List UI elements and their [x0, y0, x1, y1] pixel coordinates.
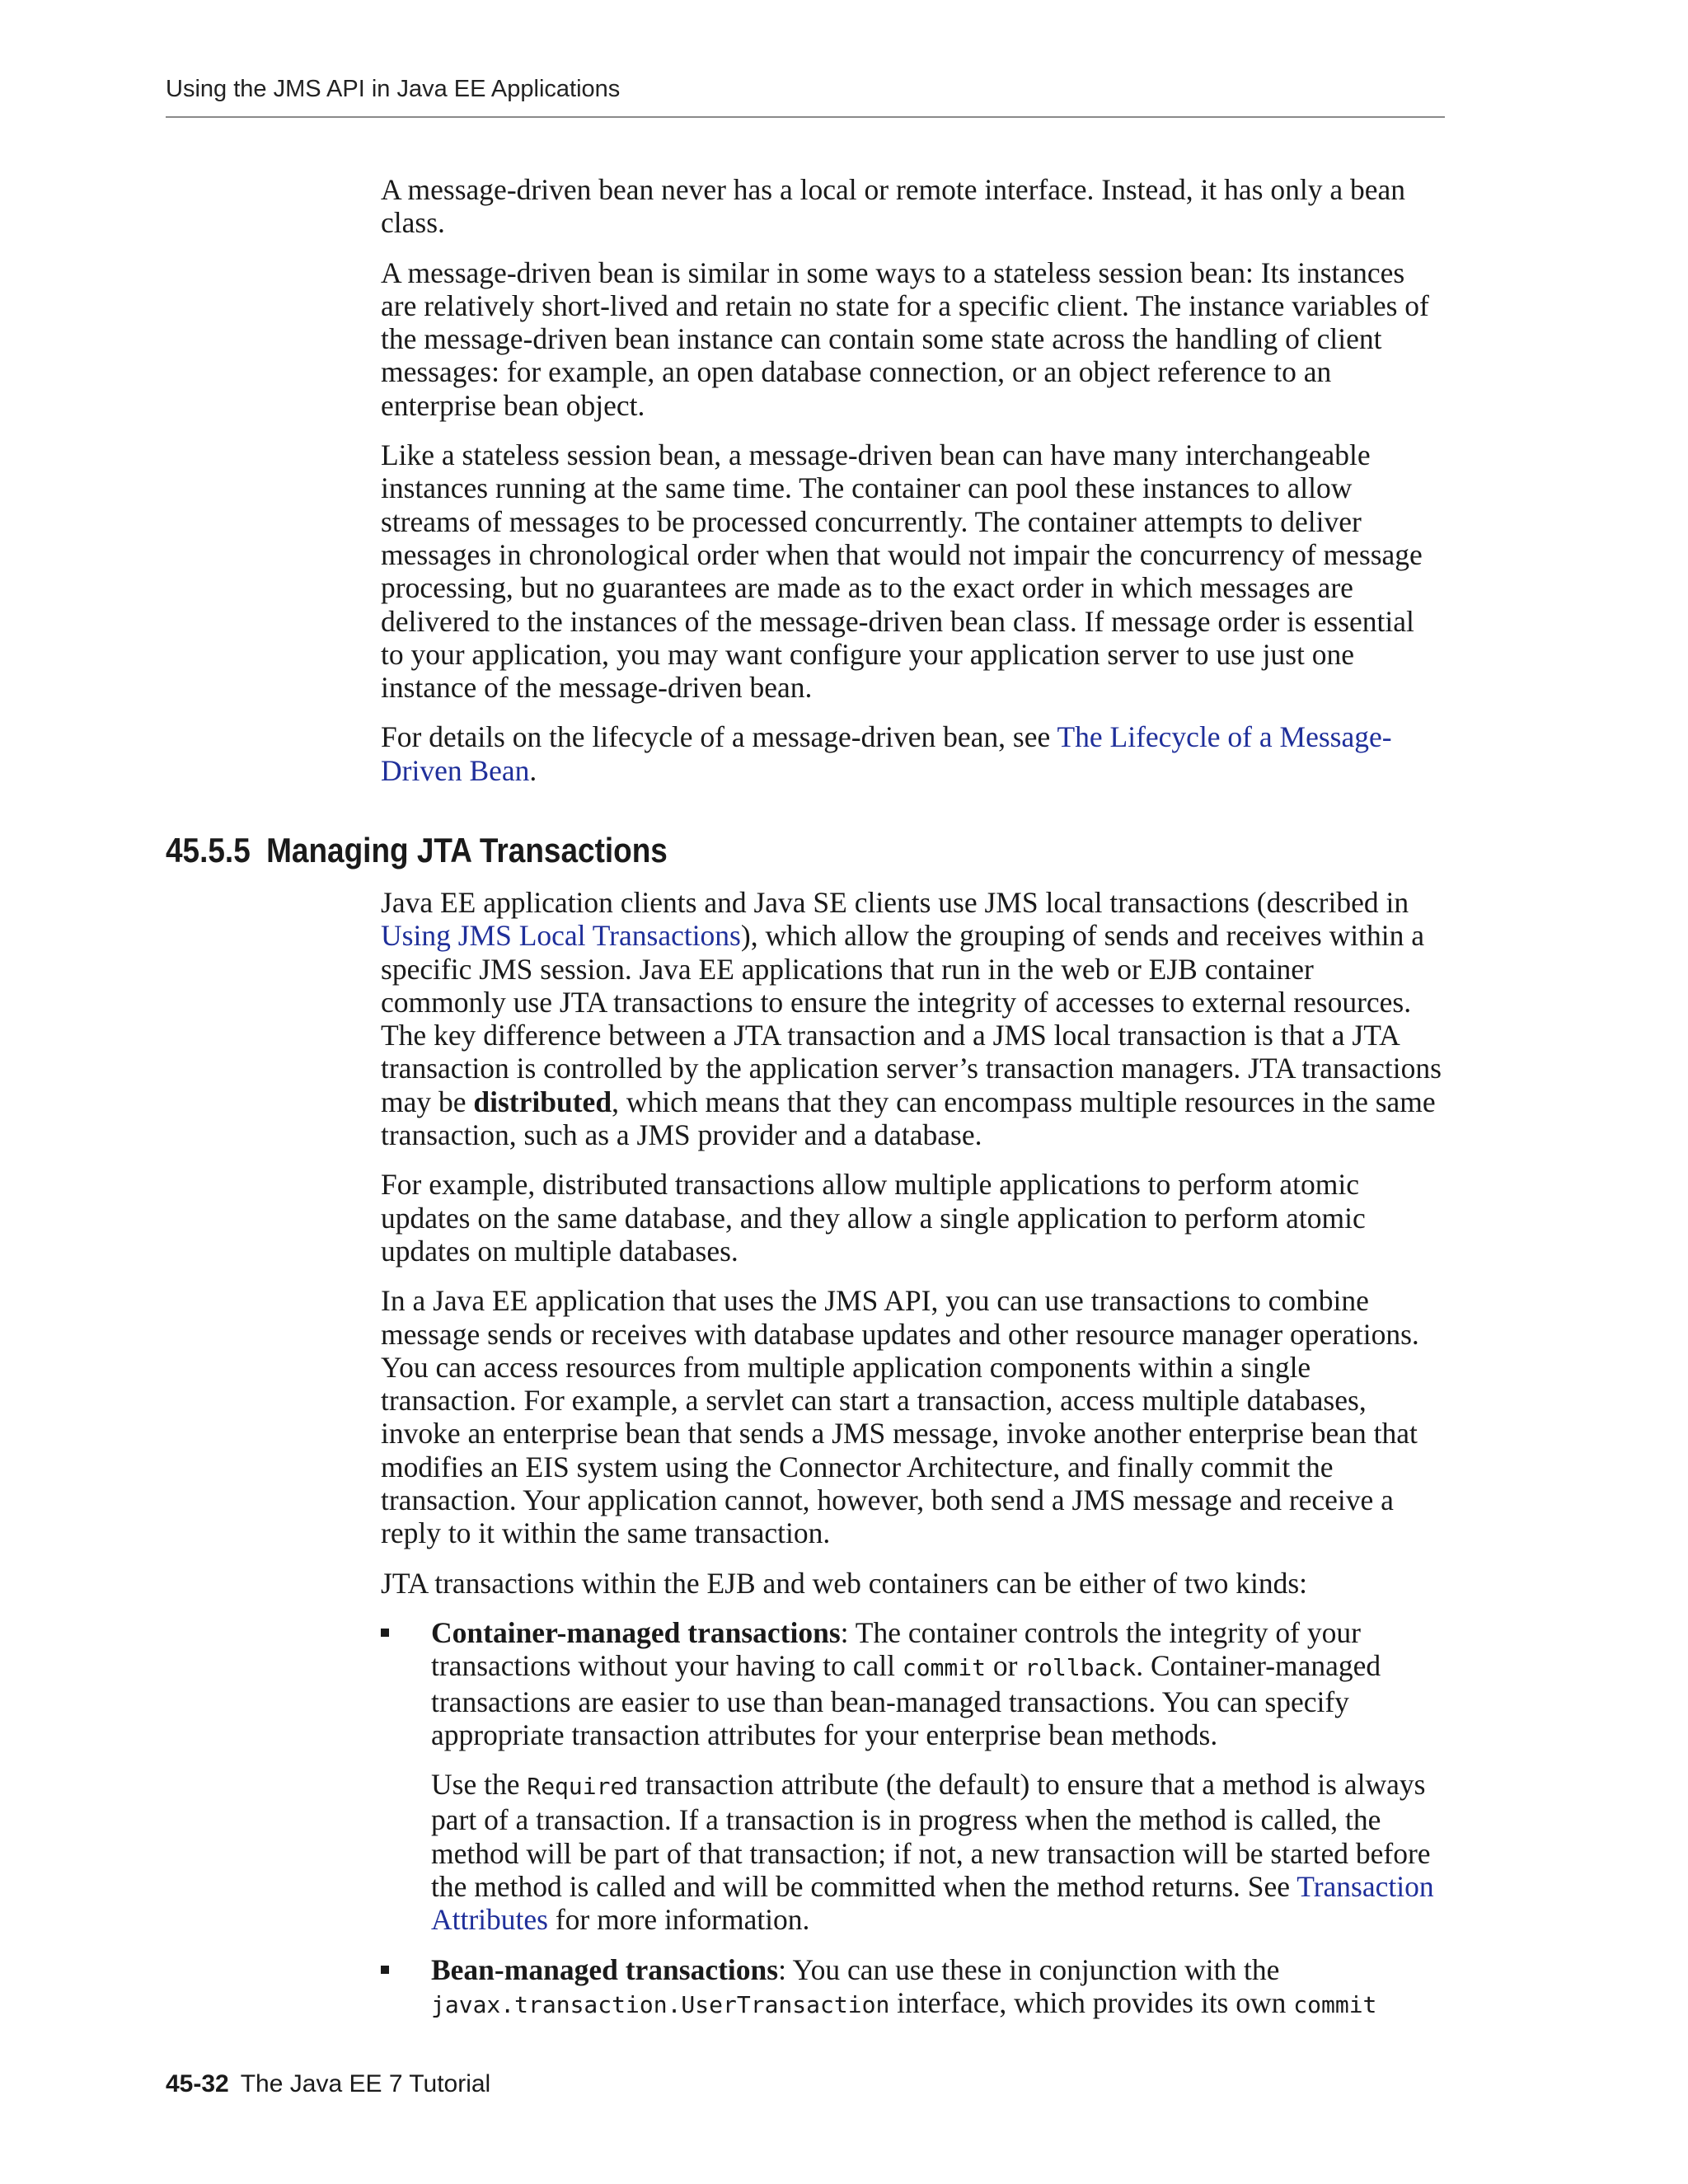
- text-run: : The container controls the integrity of your transactions without your having to call: [431, 1615, 1361, 1683]
- text-run: Use the: [431, 1768, 528, 1802]
- text-run: transaction attribute (the default) to ensure that a method is always part of a transaction. If a transaction is in progress when the method is called, the method will be part of that transaction; if not, a new transaction will be started before the method is called and will be committed when the method returns. See: [431, 1768, 1431, 1904]
- running-header: Using the JMS API in Java EE Applications: [166, 76, 621, 102]
- bold-term: Bean-managed transactions: [431, 1952, 779, 1986]
- paragraph: JTA transactions within the EJB and web containers can be either of two kinds:: [381, 1566, 1308, 1600]
- paragraph: [381, 720, 1444, 787]
- paragraph: [431, 1768, 1446, 1936]
- link-jms-local-transactions[interactable]: Using JMS Local Transactions: [381, 919, 741, 953]
- list-item: [381, 1616, 1446, 1937]
- paragraph: In a Java EE application that uses the JMS API, you can use transactions to combine message sends or receives with database updates and other resource manager operations. You can access resources from multiple application components within a single transaction. For example, a servlet can start a transaction, access multiple databases, invoke an enterprise bean that sends a JMS message, invoke another enterprise bean that modifies an EIS system using the Connector Architecture, and finally commit the transaction. Your application cannot, however, both send a JMS message and receive a reply to it within the same transaction.: [381, 1284, 1419, 1550]
- text-run: interface, which provides its own: [889, 1985, 1294, 2019]
- page-footer: [166, 2070, 490, 2098]
- link-lifecycle-mdb[interactable]: The Lifecycle of a Message-Driven Bean: [381, 720, 1392, 787]
- paragraph: For example, distributed transactions allow multiple applications to perform atomic updates on the same database, and they allow a single application to perform atomic updates on multiple databases.: [381, 1168, 1366, 1268]
- text-run: ), which allow the grouping of sends and receives within a specific JMS session. Java EE applications that run in the web or EJB container commonly use JTA transactions to ensure the integrity of accesses to external resources. The key difference between a JTA transaction and a JMS local transaction is that a JTA transaction is controlled by the application server’s transaction managers. JTA transactions may be: [381, 919, 1442, 1118]
- section-number: 45.5.5: [166, 831, 251, 869]
- text-run: or: [986, 1649, 1025, 1683]
- paragraph: [431, 1616, 1446, 1751]
- text-run: , which means that they can encompass multiple resources in the same transaction, such as a JMS provider and a database.: [381, 1085, 1436, 1152]
- text-run: : You can use these in conjunction with the: [778, 1952, 1280, 1986]
- header-divider: [166, 116, 1445, 118]
- text-run: for more information.: [547, 1903, 810, 1937]
- code: commit: [1293, 1990, 1377, 2018]
- code: javax.transaction.UserTransaction: [431, 1990, 890, 2018]
- section-heading: [166, 831, 668, 870]
- paragraph: A message-driven bean never has a local or remote interface. Instead, it has only a bean class.: [381, 173, 1405, 240]
- text-run: Java EE application clients and Java SE clients use JMS local transactions (described in: [381, 886, 1409, 919]
- bold-term: Container-managed transactions: [431, 1615, 841, 1649]
- link-transaction-attributes[interactable]: Transaction Attributes: [431, 1870, 1434, 1937]
- text-run: For details on the lifecycle of a message-driven bean, see: [381, 720, 1057, 754]
- text-run: . Container-managed transactions are easier to use than bean-managed transactions. You can specify appropriate transaction attributes for your enterprise bean methods.: [431, 1649, 1381, 1751]
- section-title: Managing JTA Transactions: [266, 831, 668, 869]
- list-item: [381, 1953, 1446, 2022]
- text-run: .: [529, 753, 537, 787]
- paragraph: A message-driven bean is similar in some ways to a stateless session bean: Its instances are relatively short-lived and retain no state for a specific client. The instance variables of the message-driven bean instance can contain some state across the handling of client messages: for example, an open database connection, or an object reference to an enterprise bean object.: [381, 255, 1429, 422]
- bold-term: distributed: [473, 1085, 612, 1118]
- bullet-square-icon: [381, 1629, 389, 1637]
- code: rollback: [1025, 1654, 1137, 1682]
- intro-content: [381, 173, 1444, 804]
- code: Required: [527, 1773, 639, 1801]
- page-number: 45-32: [166, 2070, 229, 2097]
- book-title: The Java EE 7 Tutorial: [240, 2070, 491, 2097]
- section-content: [381, 886, 1446, 2038]
- paragraph: [381, 886, 1446, 1151]
- paragraph: [431, 1953, 1446, 2022]
- code: commit: [902, 1654, 986, 1682]
- bullet-square-icon: [381, 1966, 389, 1974]
- paragraph: Like a stateless session bean, a message-driven bean can have many interchangeable instances running at the same time. The container can pool these instances to allow streams of messages to be processed concurrently. The container attempts to deliver messages in chronological order when that would not impair the concurrency of message processing, but no guarantees are made as to the exact order in which messages are delivered to the instances of the message-driven bean class. If message order is essential to your application, you may want configure your application server to use just one instance of the message-driven bean.: [381, 438, 1423, 705]
